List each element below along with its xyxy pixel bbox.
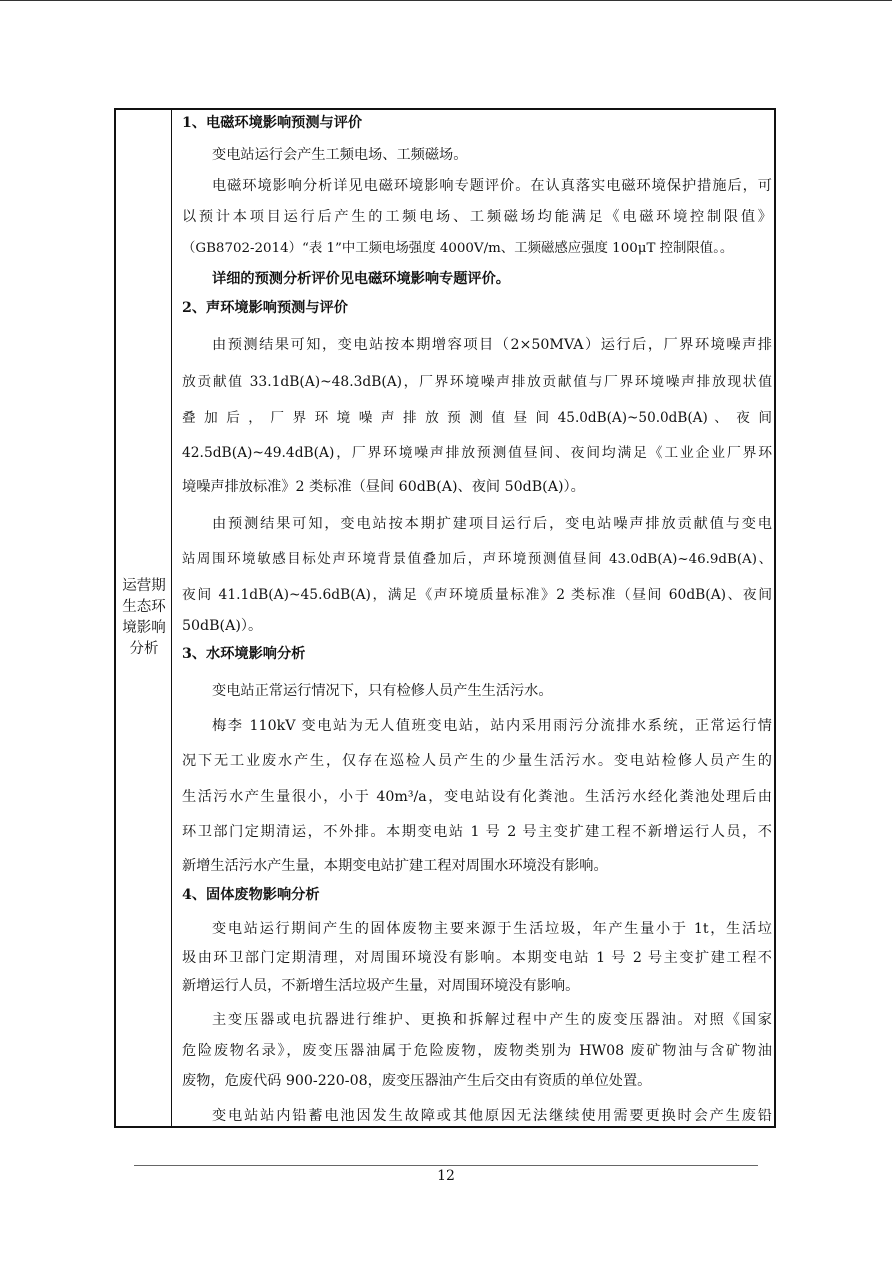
s3-paragraph-2-line-5: 新增生活污水产生量，本期变电站扩建工程对周围水环境没有影响。	[182, 858, 608, 874]
section-4-title: 4、固体废物影响分析	[182, 887, 320, 903]
s1-paragraph-2-line-3: （GB8702-2014）“表 1”中工频电场强度 4000V/m、工频磁感应强度 100μT 控制限值。。	[182, 241, 734, 256]
row-header-line-3: 境影响	[122, 620, 166, 636]
s4-paragraph-2-line-2: 危险废物名录》，废变压器油属于危险废物，废物类别为 HW08 废矿物油与含矿物油	[182, 1043, 772, 1059]
s4-paragraph-1-line-2: 圾由环卫部门定期清理，对周围环境没有影响。本期变电站 1 号 2 号主变扩建工程不	[182, 950, 772, 966]
s2-paragraph-2-line-4: 50dB(A)）。	[182, 618, 263, 634]
content-table	[114, 108, 776, 1128]
row-header-cell	[116, 110, 172, 1126]
section-1-title: 1、电磁环境影响预测与评价	[182, 115, 363, 131]
s2-paragraph-2-line-2: 站周围环境敏感目标处声环境背景值叠加后，声环境预测值昼间 43.0dB(A)~46.9dB(A)、	[182, 552, 772, 567]
s1-paragraph-1: 变电站运行会产生工频电场、工频磁场。	[212, 147, 468, 163]
s2-paragraph-1-line-1: 由预测结果可知，变电站按本期增容项目（2×50MVA）运行后，厂界环境噪声排	[212, 337, 772, 353]
s4-paragraph-3-line-1: 变电站站内铅蓄电池因发生故障或其他原因无法继续使用需要更换时会产生废铅	[212, 1108, 772, 1124]
s1-paragraph-3: 详细的预测分析评价见电磁环境影响专题评价。	[212, 271, 510, 287]
s1-paragraph-2-line-1: 电磁环境影响分析详见电磁环境影响专题评价。在认真落实电磁环境保护措施后，可	[212, 178, 772, 194]
content-cell	[182, 110, 772, 1126]
page-number: 12	[437, 1168, 455, 1184]
section-2-title: 2、声环境影响预测与评价	[182, 300, 348, 316]
row-header-line-4: 分析	[129, 641, 159, 657]
s1-paragraph-2-line-2: 以预计本项目运行后产生的工频电场、工频磁场均能满足《电磁环境控制限值》	[182, 209, 772, 225]
footer-rule	[134, 1165, 758, 1166]
s3-paragraph-2-line-2: 况下无工业废水产生，仅存在巡检人员产生的少量生活污水。变电站检修人员产生的	[182, 753, 772, 769]
s4-paragraph-1-line-3: 新增运行人员，不新增生活垃圾产生量，对周围环境没有影响。	[182, 978, 580, 994]
s2-paragraph-2-line-1: 由预测结果可知，变电站按本期扩建项目运行后，变电站噪声排放贡献值与变电	[212, 516, 772, 532]
row-header-label	[116, 576, 172, 660]
s2-paragraph-1-line-3: 叠 加 后 ， 厂 界 环 境 噪 声 排 放 预 测 值 昼 间 45.0dB(A)~50.0dB(A) 、 夜 间	[182, 410, 772, 426]
s3-paragraph-2-line-4: 环卫部门定期清运，不外排。本期变电站 1 号 2 号主变扩建工程不新增运行人员，不	[182, 824, 772, 840]
s4-paragraph-1-line-1: 变电站运行期间产生的固体废物主要来源于生活垃圾，年产生量小于 1t，生活垃	[212, 921, 772, 937]
s2-paragraph-1-line-2: 放贡献值 33.1dB(A)~48.3dB(A)，厂界环境噪声排放贡献值与厂界环境噪声排放现状值	[182, 374, 772, 390]
s2-paragraph-1-line-5: 境噪声排放标准》2 类标准（昼间 60dB(A)、夜间 50dB(A)）。	[182, 479, 585, 495]
s4-paragraph-2-line-1: 主变压器或电抗器进行维护、更换和拆解过程中产生的废变压器油。对照《国家	[212, 1012, 772, 1028]
s3-paragraph-2-line-1: 梅李 110kV 变电站为无人值班变电站，站内采用雨污分流排水系统，正常运行情	[212, 718, 772, 734]
section-3-title: 3、水环境影响分析	[182, 646, 306, 662]
row-header-line-2: 生态环	[122, 599, 166, 615]
s3-paragraph-1: 变电站正常运行情况下，只有检修人员产生生活污水。	[212, 683, 553, 699]
s3-paragraph-2-line-3: 生活污水产生量很小，小于 40m³/a，变电站设有化粪池。生活污水经化粪池处理后由	[182, 789, 772, 805]
s2-paragraph-1-line-4: 42.5dB(A)~49.4dB(A)，厂界环境噪声排放预测值昼间、夜间均满足《工业企业厂界环	[182, 445, 772, 461]
s4-paragraph-2-line-3: 废物，危废代码 900-220-08，废变压器油产生后交由有资质的单位处置。	[182, 1073, 652, 1089]
row-header-line-1: 运营期	[122, 578, 166, 594]
top-border-line	[0, 0, 892, 1]
s2-paragraph-2-line-3: 夜间 41.1dB(A)~45.6dB(A)，满足《声环境质量标准》2 类标准（昼间 60dB(A)、夜间	[182, 587, 772, 603]
